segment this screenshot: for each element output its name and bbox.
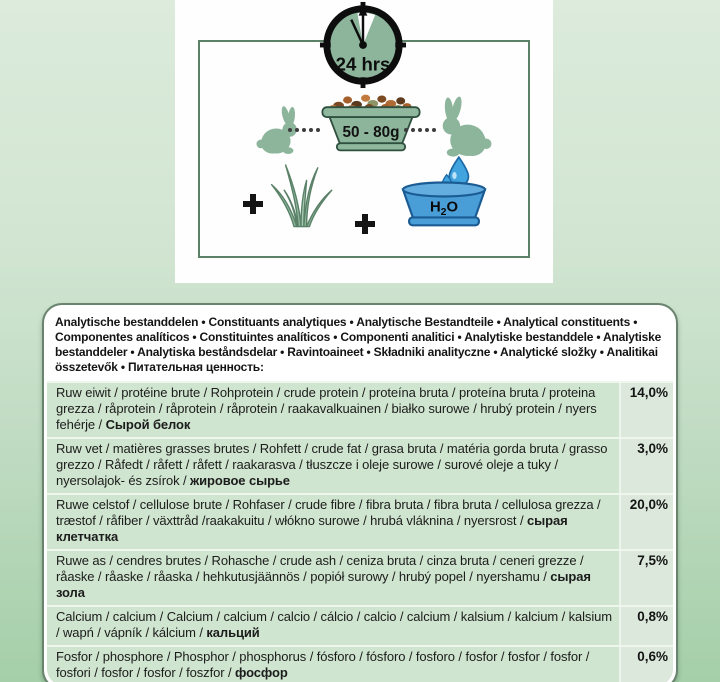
nutrient-label-text: Ruw eiwit / protéine brute / Rohprotein / crude protein / proteína bruta / proteína bruta / proteina grezza / råprotein / råprotein / råprotein / raakavalkuainen / białko surowe / hrubý protein / nyers fehérje /: [56, 385, 597, 432]
table-row-crude-ash: [47, 549, 673, 605]
water-bowl-icon: [396, 156, 492, 230]
clock-label: 24 hrs: [335, 53, 391, 75]
nutrient-label-ru: Сырой белок: [105, 417, 191, 432]
nutrient-label-text: Fosfor / phosphore / Phosphor / phosphorus / fósforo / fósforo / fosforo / fosfor / fosfor / fosfor / fosfori / fosfor / fosfor / foszfor /: [56, 649, 590, 680]
dotted-line: [404, 128, 436, 132]
table-row-crude-fat: [47, 437, 673, 493]
rabbit-large-icon: [434, 92, 492, 162]
grass-icon: [266, 158, 336, 228]
nutrient-label-ru: жировое сырье: [190, 473, 290, 488]
nutrient-value: 3,0%: [619, 439, 673, 493]
nutrient-label-text: Calcium / calcium / Calcium / calcium / calcio / cálcio / calcio / calcium / kalsium / kalcium / kalsium / wapń / vápník / kálcium /: [56, 609, 612, 640]
food-bowl-icon: [317, 91, 425, 163]
table-row-crude-protein: [47, 381, 673, 437]
plus-icon: [355, 214, 375, 234]
nutrient-label-ru: фосфор: [234, 665, 288, 680]
nutrient-label-ru: сырая клетчатка: [56, 513, 568, 544]
nutrient-label-text: Ruwe as / cendres brutes / Rohasche / crude ash / ceniza bruta / cinza bruta / ceneri grezze / råaske / råaske / råaska / hehkutusjäännös / popiół surowy / hrubý popel / nyershamu /: [56, 553, 584, 584]
nutrient-value: 0,6%: [619, 647, 673, 682]
nutrient-label: [47, 551, 619, 605]
clock-24hrs-icon: [319, 1, 407, 89]
nutrient-label-text: Ruw vet / matières grasses brutes / Rohfett / crude fat / grasa bruta / matéria gorda bruta / grasso grezzo / Råfedt / råfett / råfett / raakarasva / tłuszcze i oleje surowe / surové oleje a tuky / nyersolajok- és zsírok /: [56, 441, 608, 488]
analytical-constituents-table: [42, 303, 678, 682]
nutrient-value: 14,0%: [619, 383, 673, 437]
dotted-line: [288, 128, 320, 132]
h2o-label: $H_2O$: [429, 199, 459, 218]
table-row-phosphorus: [47, 645, 673, 682]
nutrient-value: 7,5%: [619, 551, 673, 605]
nutrient-value: 20,0%: [619, 495, 673, 549]
nutrient-label-ru: кальций: [206, 625, 260, 640]
nutrient-label: [47, 607, 619, 645]
nutrient-label: [47, 383, 619, 437]
plus-icon: [243, 194, 263, 214]
nutrient-label: [47, 495, 619, 549]
feeding-guide-panel: [175, 0, 553, 283]
nutrient-value: 0,8%: [619, 607, 673, 645]
table-row-calcium: [47, 605, 673, 645]
nutrient-label-ru: сырая зола: [56, 569, 591, 600]
nutrient-label-text: Ruwe celstof / cellulose brute / Rohfaser / crude fibre / fibra bruta / fibra bruta / cellulosa grezza / træstof / råfiber / växttråd /raakakuitu / włókno surowe / hrubá vláknina / nyersrost /: [56, 497, 601, 528]
nutrient-label: [47, 439, 619, 493]
nutrient-label: [47, 647, 619, 682]
table-row-crude-fibre: [47, 493, 673, 549]
portion-label: 50 - 80g: [342, 123, 400, 141]
table-header: Analytische bestanddelen • Constituants analytiques • Analytische Bestandteile • Analytical constituents • Componentes analíticos • Constituintes analíticos • Componenti analitici • Analytiske bestanddele • Analytiske bestanddeler • Analytiska beståndsdelar • Ravintoaineet • Składniki analityczne • Analytické složky • Analitikai összetevők • Питательная ценность:: [47, 308, 673, 381]
